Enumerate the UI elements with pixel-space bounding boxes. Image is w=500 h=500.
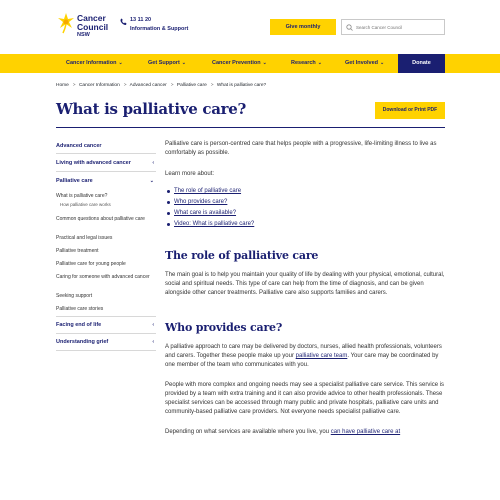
intro-paragraph: Palliative care is person-centred care that helps people with a progressive, life-limiting illness to live as comfortably as possible.	[165, 141, 437, 156]
phone-number: 13 11 20	[130, 17, 152, 23]
role-paragraph: The main goal is to help you maintain your quality of life by dealing with your physical, emotional, cultural, social and spiritual needs. This type of care can help from the time of diagnosis, and can be given alongside other cancer treatments. Palliative care also supports families and carers.	[165, 272, 445, 296]
breadcrumb-current: What is palliative care?	[216, 83, 267, 88]
sidebar-item-living-with-advanced-cancer[interactable]: Living with advanced cancer ‹	[56, 160, 154, 166]
search-box	[341, 19, 445, 35]
palliative-care-at-home-link[interactable]: can have palliative care at	[330, 429, 401, 435]
link-who-provides-care[interactable]: Who provides care?	[165, 197, 445, 208]
daffodil-logo-icon	[56, 12, 76, 34]
sidebar-subitem-stories[interactable]: Palliative care stories	[56, 306, 104, 312]
logo-wordmark: Cancer Council	[77, 13, 109, 32]
chevron-left-icon: ‹	[152, 322, 154, 328]
sidebar-item-palliative-care[interactable]: Palliative care ⌄	[56, 178, 154, 184]
learn-more-label: Learn more about:	[165, 171, 215, 177]
sidebar-item-advanced-cancer[interactable]: Advanced cancer	[56, 143, 102, 149]
sidebar-subitem-what-is-palliative-care[interactable]: What is palliative care?	[56, 193, 108, 199]
nav-get-support[interactable]: Get Support ⌄	[148, 54, 186, 73]
sidebar-divider	[56, 153, 156, 154]
sidebar-item-understanding-grief[interactable]: Understanding grief ‹	[56, 339, 154, 345]
chevron-down-icon: ⌄	[317, 60, 322, 66]
sidebar-subitem-young-people[interactable]: Palliative care for young people	[56, 261, 126, 267]
search-input[interactable]	[356, 21, 442, 33]
sidebar-item-facing-end-of-life[interactable]: Facing end of life ‹	[56, 322, 154, 328]
chevron-down-icon: ⌄	[149, 178, 154, 184]
link-what-care-is-available[interactable]: What care is available?	[165, 208, 445, 219]
chevron-left-icon: ‹	[152, 160, 154, 166]
sidebar-subitem-palliative-treatment[interactable]: Palliative treatment	[56, 248, 99, 254]
chevron-down-icon: ⌄	[262, 60, 267, 66]
sidebar-subitem-caring-for-someone[interactable]: Caring for someone with advanced cancer	[56, 274, 150, 280]
chevron-down-icon: ⌄	[380, 60, 385, 66]
sidebar-divider	[56, 350, 156, 351]
site-header	[0, 0, 500, 54]
heading-role: The role of palliative care	[165, 249, 319, 262]
chevron-down-icon: ⌄	[181, 60, 186, 66]
donate-button[interactable]: Donate	[398, 54, 445, 73]
download-pdf-button[interactable]: Download or Print PDF	[375, 102, 445, 119]
who-paragraph-3: Depending on what services are available where you live, you can have palliative care at	[165, 429, 401, 435]
title-divider	[56, 127, 445, 128]
learn-more-links	[165, 186, 445, 230]
palliative-care-team-link[interactable]: palliative care team	[295, 353, 348, 359]
nav-get-involved[interactable]: Get Involved ⌄	[345, 54, 384, 73]
link-video[interactable]: Video: What is palliative care?	[165, 219, 445, 230]
nav-cancer-information[interactable]: Cancer Information ⌄	[66, 54, 123, 73]
sidebar-subitem-common-questions[interactable]: Common questions about palliative care	[56, 216, 145, 222]
nav-cancer-prevention[interactable]: Cancer Prevention ⌄	[212, 54, 267, 73]
sidebar-divider	[56, 333, 156, 334]
sidebar-subitem-how-palliative-care-works[interactable]: How palliative care works	[60, 202, 111, 207]
breadcrumb-cancer-information[interactable]: Cancer Information	[78, 83, 120, 88]
sidebar-subitem-practical-legal[interactable]: Practical and legal issues	[56, 235, 113, 241]
who-paragraph-2: People with more complex and ongoing needs may see a specialist palliative care service. This service is provided by a team with extra training and it can also provide advice to other health professionals. These specialist services can be accessed through many public and private hospitals, palliative care units and community-based palliative care providers. Not everyone needs specialist palliative care.	[165, 382, 445, 415]
page-title: What is palliative care?	[56, 100, 247, 118]
breadcrumb-palliative-care[interactable]: Palliative care	[176, 83, 207, 88]
phone-icon	[120, 18, 127, 26]
chevron-left-icon: ‹	[152, 339, 154, 345]
breadcrumb-home[interactable]: Home	[56, 83, 69, 88]
cancer-council-logo[interactable]	[56, 12, 116, 42]
give-monthly-button[interactable]: Give monthly	[270, 19, 336, 35]
search-icon[interactable]	[346, 24, 353, 31]
breadcrumb-advanced-cancer[interactable]: Advanced cancer	[129, 83, 167, 88]
main-content	[165, 140, 445, 437]
link-role-of-palliative-care[interactable]: The role of palliative care	[165, 186, 445, 197]
heading-who-provides-care: Who provides care?	[165, 321, 283, 334]
phone-label: Information & Support	[130, 26, 189, 32]
main-nav	[0, 54, 500, 73]
sidebar-subitem-seeking-support[interactable]: Seeking support	[56, 293, 93, 299]
breadcrumb: Home > Cancer Information > Advanced cancer > Palliative care > What is palliative care?	[56, 83, 267, 88]
nav-research[interactable]: Research ⌄	[291, 54, 322, 73]
logo-nsw: NSW	[77, 32, 90, 38]
chevron-down-icon: ⌄	[118, 60, 123, 66]
sidebar-divider	[56, 316, 156, 317]
who-paragraph-1: A palliative approach to care may be delivered by doctors, nurses, allied health professionals, volunteers and carers. Together these people make up your palliative care team. Your care may be coordinated by one member of the team who communicates with you.	[165, 344, 442, 368]
sidebar-divider	[56, 171, 156, 172]
